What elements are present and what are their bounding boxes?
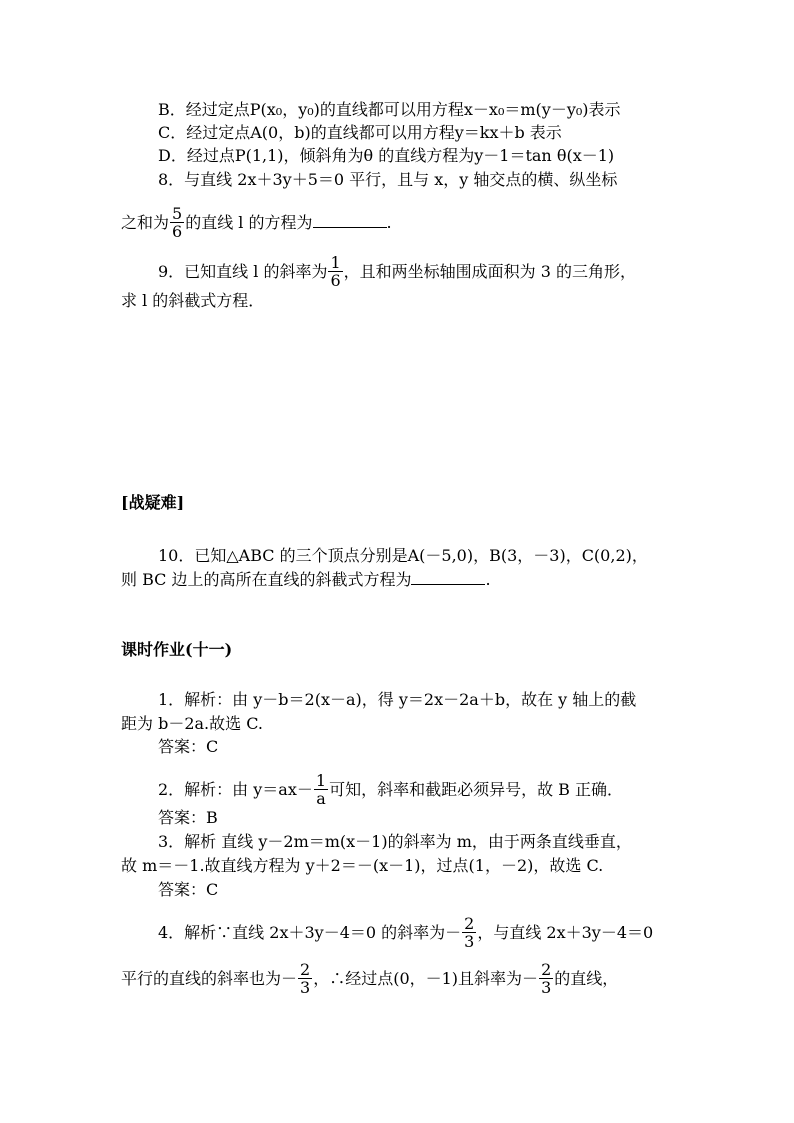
answer-blank <box>313 212 387 228</box>
fraction-numerator: 2 <box>300 960 311 979</box>
question-10-line-1: 10．已知△ABC 的三个顶点分别是A(－5,0)，B(3，－3)，C(0,2)， <box>158 546 648 565</box>
answer-4-line-2-mid: ，∴经过点(0，－1)且斜率为－ <box>313 969 539 988</box>
question-9-text-post: ，且和两坐标轴围成面积为 3 的三角形， <box>343 262 637 281</box>
fraction-numerator: 2 <box>541 960 552 979</box>
answer-4-line-1 <box>158 916 653 951</box>
answer-1-line-2: 距为 b－2a.故选 C. <box>121 714 263 733</box>
question-8-line-1: 8．与直线 2x＋3y＋5＝0 平行，且与 x，y 轴交点的横、纵坐标 <box>158 170 618 189</box>
question-9-line-2: 求 l 的斜截式方程． <box>121 291 265 310</box>
question-8-end: . <box>386 213 392 232</box>
answer-3-result: 答案：C <box>158 880 219 899</box>
question-9-text-pre: 9．已知直线 l 的斜率为 <box>158 262 328 281</box>
question-9-line-1 <box>158 255 636 290</box>
answer-4-line-2 <box>121 962 618 997</box>
answer-4-fraction <box>462 915 476 950</box>
answer-3-line-2: 故 m＝－1.故直线方程为 y＋2＝－(x－1)，过点(1，－2)，故选 C. <box>121 856 604 875</box>
question-8-line-2 <box>121 206 392 241</box>
answer-2-line <box>158 773 623 808</box>
answer-4-line-2-post: 的直线， <box>554 969 619 988</box>
answer-4-text-pre: 4．解析∵直线 2x＋3y－4＝0 的斜率为－ <box>158 923 462 942</box>
fraction-denominator: 6 <box>172 222 183 241</box>
option-d: D．经过点P(1,1)，倾斜角为θ 的直线方程为y－1＝tan θ(x－1) <box>158 146 615 165</box>
fraction-numerator: 2 <box>464 914 475 933</box>
answer-blank <box>411 569 485 585</box>
answer-1-result: 答案：C <box>158 737 219 756</box>
fraction-numerator: 1 <box>330 253 341 272</box>
question-10-text-pre: 则 BC 边上的高所在直线的斜截式方程为 <box>121 570 412 589</box>
answer-4-text-post: ，与直线 2x＋3y－4＝0 <box>477 923 654 942</box>
question-8-text-pre: 之和为 <box>121 213 170 232</box>
option-b: B．经过定点P(x₀，y₀)的直线都可以用方程x－x₀＝m(y－y₀)表示 <box>158 100 621 119</box>
answer-4-line-2-pre: 平行的直线的斜率也为－ <box>121 969 298 988</box>
fraction-denominator: 3 <box>541 978 552 997</box>
answer-2-text-pre: 2．解析：由 y＝ax－ <box>158 780 313 799</box>
fraction-denominator: 3 <box>300 978 311 997</box>
question-8-fraction <box>170 205 184 240</box>
answer-4-fraction-2 <box>298 961 312 996</box>
fraction-denominator: 3 <box>464 932 475 951</box>
question-10-line-2 <box>121 569 491 590</box>
question-10-end: . <box>485 570 491 589</box>
fraction-numerator: 1 <box>315 771 327 790</box>
fraction-numerator: 5 <box>172 204 183 223</box>
answer-4-fraction-3 <box>539 961 553 996</box>
answer-2-fraction <box>314 772 328 807</box>
option-c: C．经过定点A(0，b)的直线都可以用方程y＝kx＋b 表示 <box>158 123 562 142</box>
fraction-denominator: a <box>316 789 326 808</box>
answer-2-text-post: 可知，斜率和截距必须异号，故 B 正确． <box>329 780 623 799</box>
answer-2-result: 答案：B <box>158 808 218 827</box>
question-9-fraction <box>328 254 342 289</box>
fraction-denominator: 6 <box>330 271 341 290</box>
question-8-text-post: 的直线 l 的方程为 <box>185 213 313 232</box>
answer-1-line-1: 1．解析：由 y－b＝2(x－a)，得 y＝2x－2a＋b，故在 y 轴上的截 <box>158 690 637 709</box>
section-heading-answers: 课时作业(十一) <box>121 640 233 659</box>
answer-3-line-1: 3．解析 直线 y－2m＝m(x－1)的斜率为 m，由于两条直线垂直， <box>158 832 632 851</box>
section-heading-challenge: [战疑难] <box>121 493 185 512</box>
